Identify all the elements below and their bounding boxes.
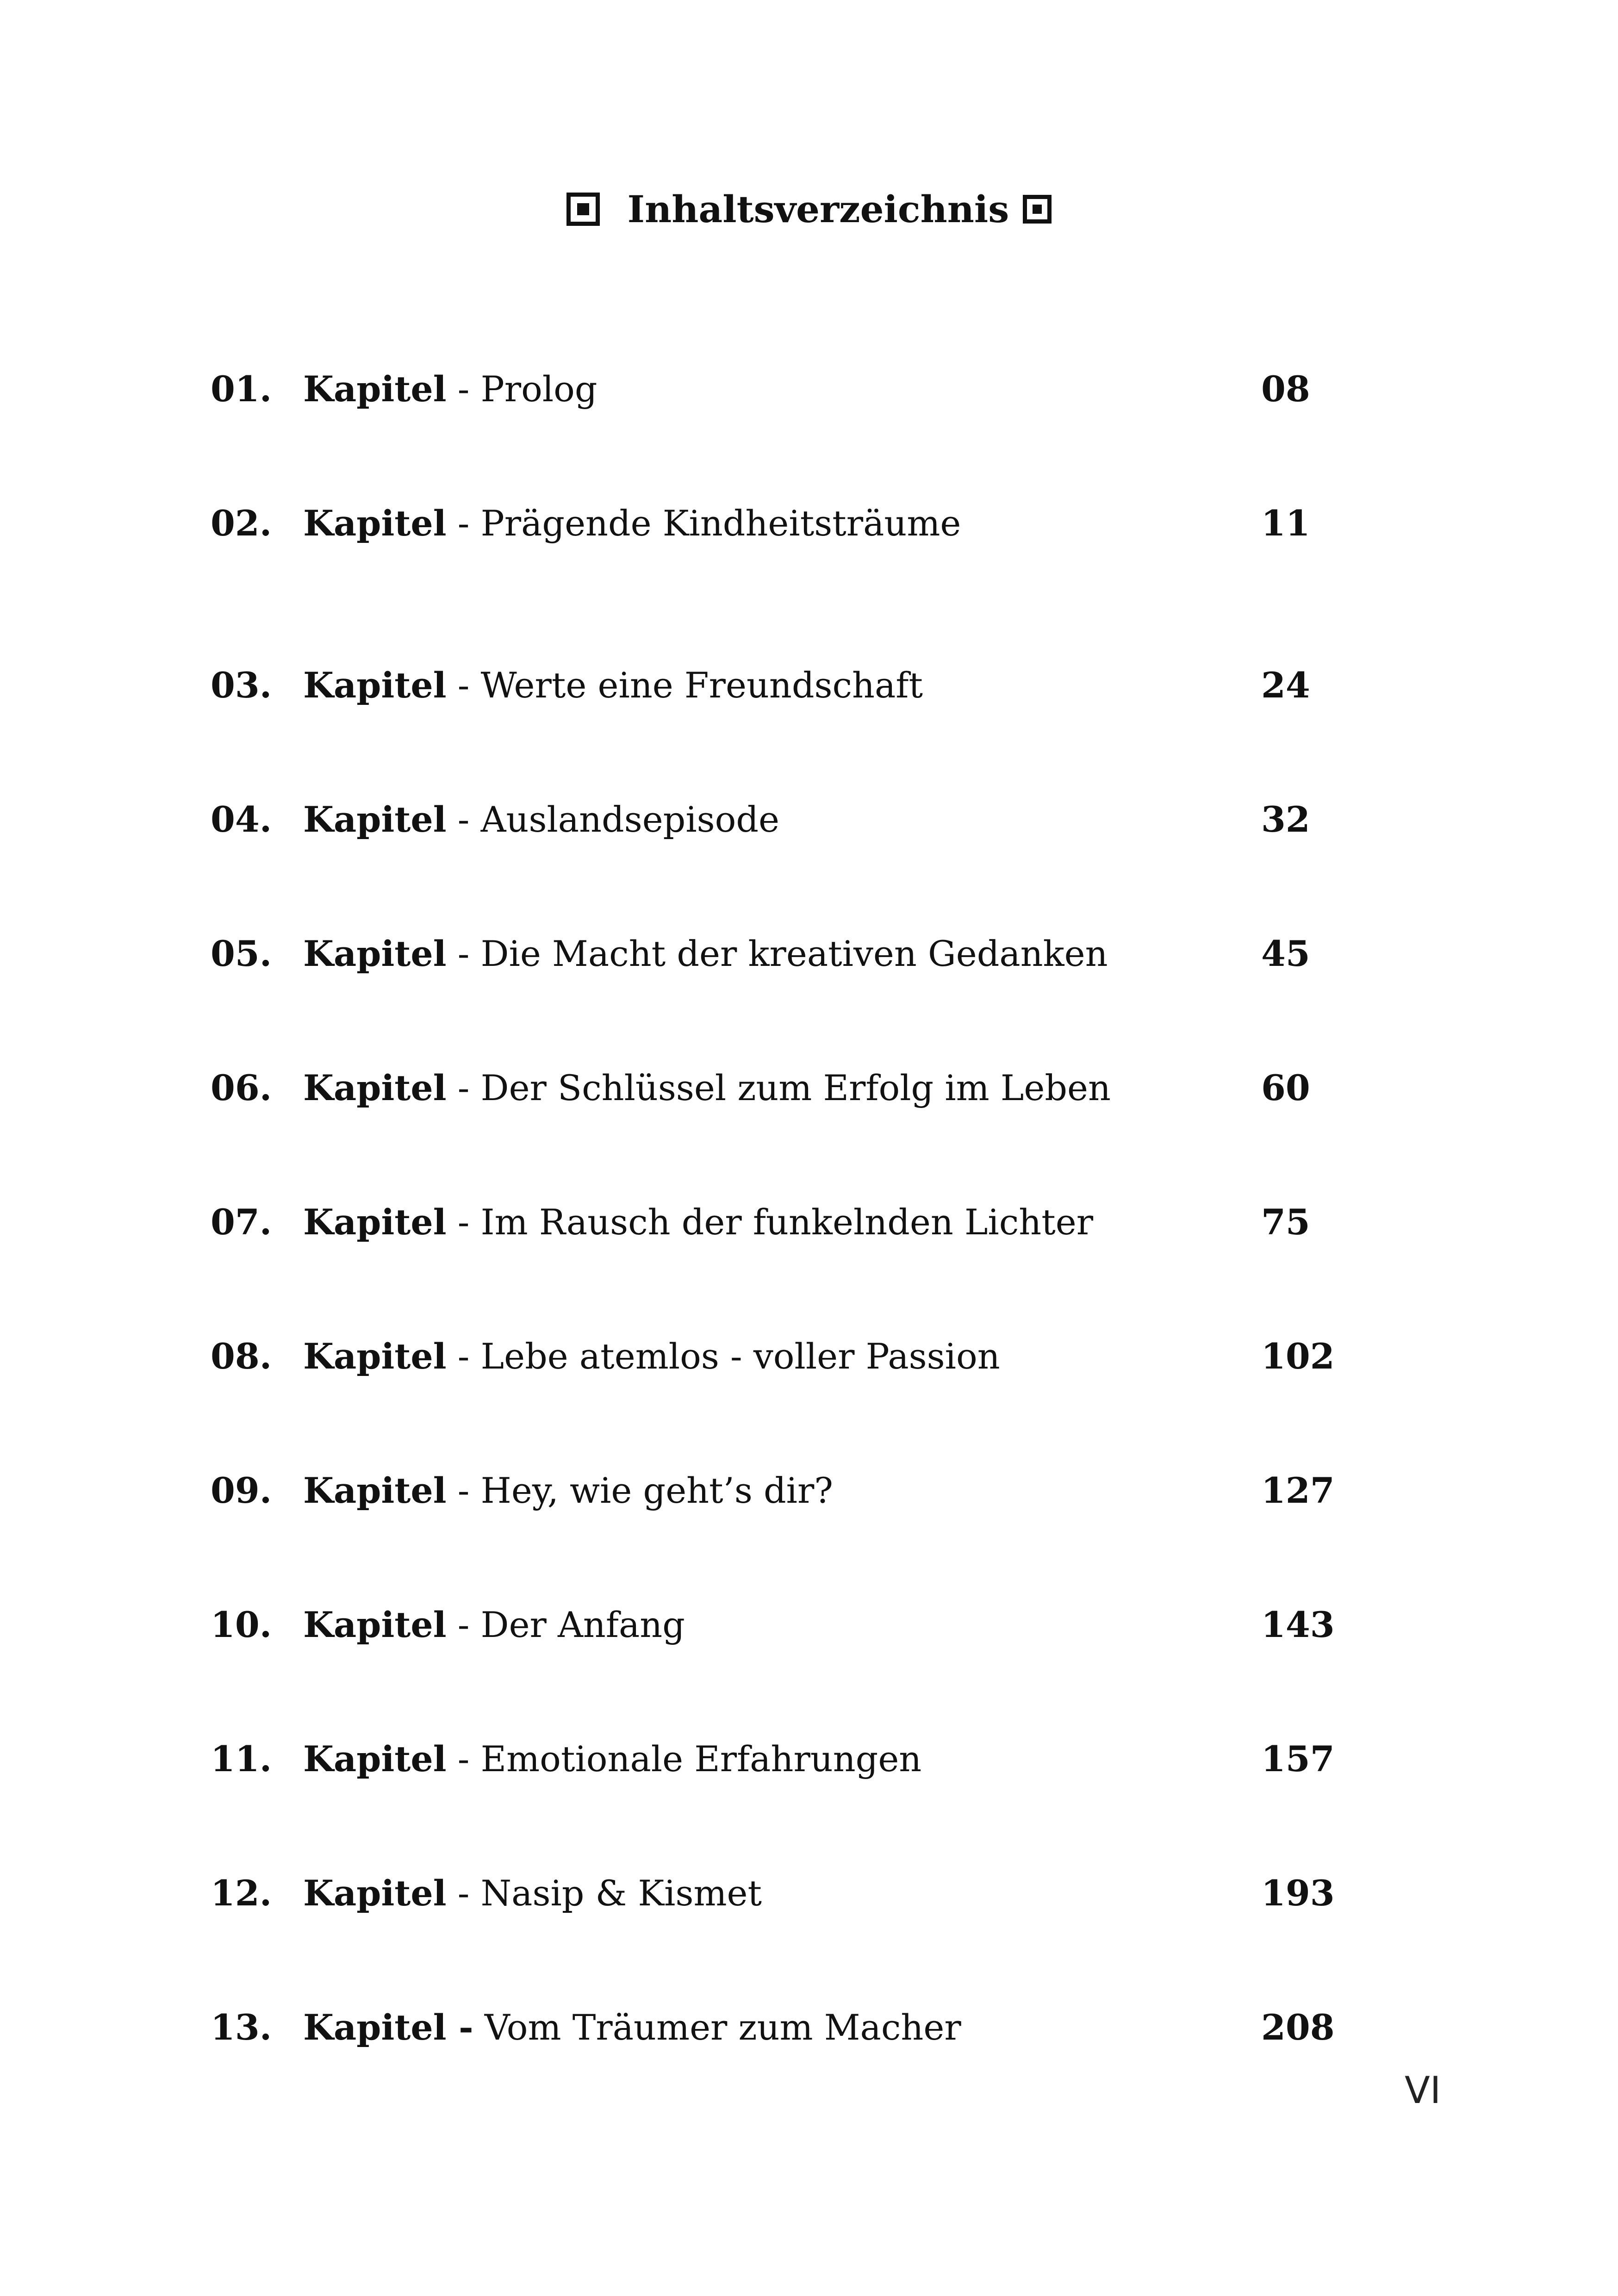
chapter-name: Auslandsepisode (480, 798, 780, 840)
chapter-title (303, 503, 1261, 544)
chapter-title (303, 1067, 1261, 1108)
chapter-label: Kapitel (303, 664, 447, 706)
chapter-label: Kapitel (303, 1201, 447, 1243)
chapter-title (303, 1201, 1261, 1243)
chapter-name: Nasip & Kismet (480, 1872, 762, 1914)
chapter-label: Kapitel (303, 1604, 447, 1645)
chapter-label: Kapitel (303, 502, 447, 544)
chapter-name: Emotionale Erfahrungen (480, 1738, 922, 1780)
chapter-page: 193 (1261, 1872, 1335, 1914)
square-bullet-icon (566, 193, 600, 226)
chapter-title (303, 1604, 1261, 1645)
toc-entry (211, 363, 1460, 414)
chapter-separator: - (446, 1201, 481, 1243)
chapter-page: 75 (1261, 1201, 1310, 1243)
chapter-title (303, 1336, 1261, 1377)
chapter-number: 09. (211, 1469, 272, 1511)
chapter-title (303, 368, 1261, 410)
toc-entry (211, 1196, 1460, 1247)
chapter-separator: - (446, 1469, 481, 1511)
chapter-page: 208 (1261, 2006, 1335, 2048)
toc-entry (211, 1599, 1460, 1650)
chapter-number: 13. (211, 2006, 272, 2048)
chapter-name: Lebe atemlos - voller Passion (480, 1335, 1000, 1377)
chapter-name: Prolog (480, 368, 597, 410)
chapter-label: Kapitel (303, 1738, 447, 1780)
chapter-separator: - (446, 664, 481, 706)
chapter-number: 08. (211, 1335, 272, 1377)
chapter-number: 01. (211, 368, 272, 410)
chapter-page: 11 (1261, 502, 1310, 544)
chapter-label: Kapitel (303, 1335, 447, 1377)
chapter-name: Im Rausch der funkelnden Lichter (480, 1201, 1094, 1243)
chapter-number: 04. (211, 798, 272, 840)
chapter-name: Der Anfang (480, 1604, 685, 1645)
toc-entry (211, 1733, 1460, 1784)
chapter-page: 32 (1261, 798, 1310, 840)
chapter-page: 157 (1261, 1738, 1335, 1780)
chapter-label: Kapitel (303, 1469, 447, 1511)
square-bullet-icon (1023, 195, 1052, 224)
chapter-title (303, 1873, 1261, 1914)
chapter-label: Kapitel (303, 798, 447, 840)
chapter-separator: - (446, 798, 481, 840)
chapter-page: 08 (1261, 368, 1310, 410)
toc-entry (211, 498, 1460, 548)
chapter-label: Kapitel - (303, 2006, 473, 2048)
page-number: VI (1405, 2069, 1441, 2112)
chapter-number: 10. (211, 1604, 272, 1645)
chapter-name: Die Macht der kreativen Gedanken (480, 933, 1108, 974)
chapter-separator: - (446, 368, 481, 410)
chapter-title (303, 799, 1261, 840)
chapter-page: 127 (1261, 1469, 1335, 1511)
chapter-page: 60 (1261, 1067, 1310, 1108)
toc-entry (211, 928, 1460, 979)
chapter-label: Kapitel (303, 368, 447, 410)
chapter-separator: - (446, 502, 481, 544)
chapter-label: Kapitel (303, 1872, 447, 1914)
chapter-page: 102 (1261, 1335, 1335, 1377)
chapter-number: 11. (211, 1738, 272, 1780)
chapter-name: Hey, wie geht’s dir? (480, 1469, 834, 1511)
toc-entry (211, 2002, 1460, 2053)
chapter-separator: - (446, 1604, 481, 1645)
toc-entry (211, 660, 1460, 710)
chapter-separator: - (446, 1335, 481, 1377)
chapter-title (303, 1738, 1261, 1780)
chapter-separator: - (446, 933, 481, 974)
chapter-page: 45 (1261, 933, 1310, 974)
chapter-name: Prägende Kindheitsträume (480, 502, 961, 544)
toc-entry (211, 1062, 1460, 1113)
chapter-title (303, 665, 1261, 706)
chapter-title (303, 1470, 1261, 1511)
chapter-number: 06. (211, 1067, 272, 1108)
toc-entry (211, 1331, 1460, 1381)
toc-heading (0, 187, 1618, 231)
chapter-number: 07. (211, 1201, 272, 1243)
toc-entry (211, 1465, 1460, 1516)
chapter-number: 02. (211, 502, 272, 544)
chapter-number: 05. (211, 933, 272, 974)
chapter-label: Kapitel (303, 933, 447, 974)
chapter-page: 24 (1261, 664, 1310, 706)
chapter-title (303, 933, 1261, 974)
toc-entry (211, 794, 1460, 845)
page-title: Inhaltsverzeichnis (627, 187, 1009, 231)
chapter-name: Vom Träumer zum Macher (484, 2006, 961, 2048)
chapter-name: Der Schlüssel zum Erfolg im Leben (480, 1067, 1111, 1108)
chapter-name: Werte eine Freundschaft (480, 664, 923, 706)
chapter-separator: - (446, 1738, 481, 1780)
chapter-label: Kapitel (303, 1067, 447, 1108)
chapter-page: 143 (1261, 1604, 1335, 1645)
chapter-separator: - (446, 1872, 481, 1914)
toc-entry (211, 1867, 1460, 1918)
chapter-title (303, 2007, 1261, 2048)
chapter-separator: - (446, 1067, 481, 1108)
chapter-number: 03. (211, 664, 272, 706)
chapter-separator (473, 2007, 485, 2048)
chapter-number: 12. (211, 1872, 272, 1914)
